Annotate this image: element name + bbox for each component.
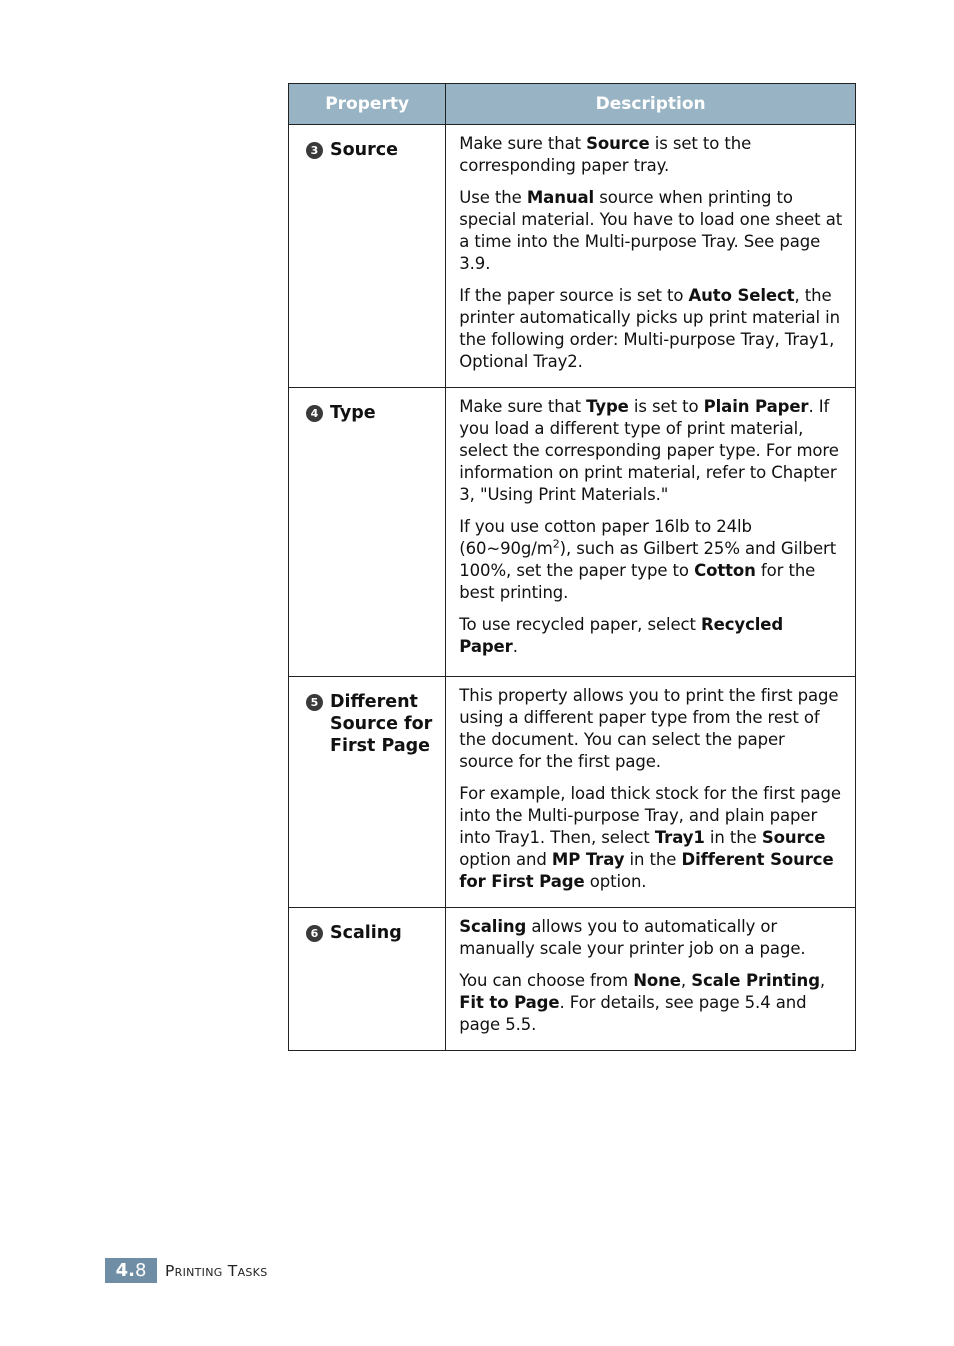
property-cell-different-source xyxy=(289,677,446,908)
property-name: Scaling xyxy=(330,923,402,943)
chapter-number: 4. xyxy=(115,1260,135,1281)
number-4-icon: 4 xyxy=(306,405,323,422)
description-paragraph: Make sure that Type is set to Plain Paper. If you load a different type of print material, select the corresponding paper type. For more information on print material, refer to Chapter 3, "Using Print Materials." xyxy=(459,397,839,504)
table-row xyxy=(289,908,856,1051)
header-description: Description xyxy=(446,84,856,125)
description-paragraph: If the paper source is set to Auto Select, the printer automatically picks up print material in the following order: Multi-purpose Tray, Tray1, Optional Tray2. xyxy=(459,286,841,371)
page-number: 8 xyxy=(134,1260,147,1281)
description-paragraph: For example, load thick stock for the first page into the Multi-purpose Tray, and plain paper into Tray1. Then, select Tray1 in the Source option and MP Tray in the Different Source for First Page option. xyxy=(459,784,841,891)
property-cell-type xyxy=(289,388,446,677)
description-paragraph: Use the Manual source when printing to special material. You have to load one sheet at a time into the Multi-purpose Tray. See page 3.9. xyxy=(459,188,843,273)
number-3-icon: 3 xyxy=(306,142,323,159)
property-name: Source xyxy=(330,140,398,160)
description-paragraph: If you use cotton paper 16lb to 24lb $(60\sim 90g/m^2)$, such as Gilbert 25% and Gilbert 100%, set the paper type to Cotton for the best printing. xyxy=(459,517,837,602)
description-paragraph: Make sure that Source is set to the corresponding paper tray. xyxy=(459,134,752,175)
number-6-icon: 6 xyxy=(306,925,323,942)
description-paragraph: To use recycled paper, select Recycled Paper. xyxy=(459,615,784,656)
number-5-icon: 5 xyxy=(306,694,323,711)
table-row xyxy=(289,677,856,908)
table-header-row xyxy=(289,84,856,125)
property-name: Different Source for First Page xyxy=(330,692,433,756)
table-row xyxy=(289,125,856,388)
property-table xyxy=(288,83,856,1051)
description-paragraph: This property allows you to print the first page using a different paper type from the rest of the document. You can select the paper source for the first page. xyxy=(459,686,839,771)
section-title: Printing Tasks xyxy=(165,1261,268,1280)
page-footer xyxy=(105,1258,267,1283)
property-cell-scaling xyxy=(289,908,446,1051)
description-paragraph: You can choose from None, Scale Printing, Fit to Page. For details, see page 5.4 and page 5.5. xyxy=(459,971,826,1034)
property-name: Type xyxy=(330,403,376,423)
table-row xyxy=(289,388,856,677)
description-cell-different-source xyxy=(446,677,856,908)
page-number-badge xyxy=(105,1258,157,1283)
property-cell-source xyxy=(289,125,446,388)
description-cell-type xyxy=(446,388,856,677)
description-cell-source xyxy=(446,125,856,388)
description-paragraph: Scaling allows you to automatically or manually scale your printer job on a page. xyxy=(459,917,806,958)
description-cell-scaling xyxy=(446,908,856,1051)
header-property: Property xyxy=(289,84,446,125)
